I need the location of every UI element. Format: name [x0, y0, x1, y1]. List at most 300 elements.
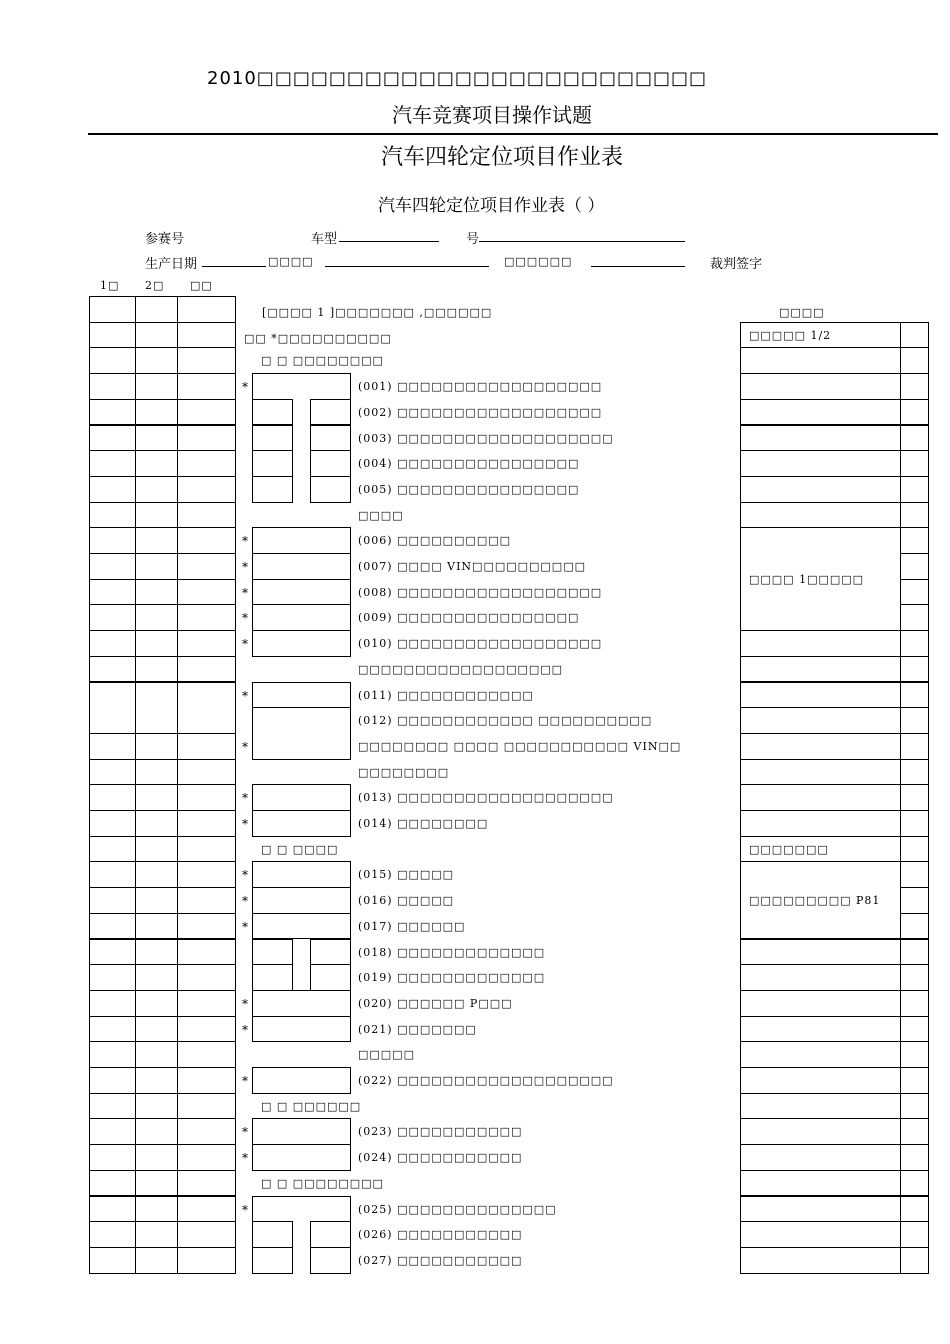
note-check-cell[interactable]: [900, 759, 929, 786]
note-check-cell[interactable]: [900, 733, 929, 760]
item-text: □□□□□□□□□□□□□□□□□□: [358, 662, 564, 676]
score-cell[interactable]: [135, 1170, 178, 1197]
item-text: □□□□□□□□ □□□□ □□□□□□□□□□□ VIN□□: [358, 739, 682, 753]
score-cell[interactable]: [177, 630, 236, 657]
note-check-cell[interactable]: [900, 527, 929, 554]
score-cell[interactable]: [177, 502, 236, 529]
check-box-left[interactable]: [252, 1247, 293, 1274]
check-box-right[interactable]: [310, 939, 351, 966]
score-cell[interactable]: [177, 476, 236, 503]
item-text: (008) □□□□□□□□□□□□□□□□□□: [358, 585, 603, 599]
score-cell[interactable]: [89, 656, 136, 683]
contestant-number-label: 参赛号: [145, 232, 185, 247]
score-cell[interactable]: [177, 604, 236, 631]
note-check-cell[interactable]: [900, 502, 929, 529]
score-cell[interactable]: [135, 887, 178, 914]
note-text: □□□□ 1□□□□□: [749, 572, 865, 586]
score-cell[interactable]: [177, 682, 236, 734]
note-cell[interactable]: [740, 476, 901, 503]
score-cell[interactable]: [89, 887, 136, 914]
score-cell[interactable]: [89, 733, 136, 760]
required-star: *: [242, 637, 248, 652]
split-divider: [292, 1221, 311, 1248]
form-title: 汽车四轮定位项目作业表（ ）: [378, 196, 605, 216]
score-cell[interactable]: [89, 1247, 136, 1274]
item-text: (022) □□□□□□□□□□□□□□□□□□□: [358, 1074, 614, 1087]
car-model-label: 车型: [311, 232, 338, 247]
score-cell[interactable]: [177, 1247, 236, 1274]
note-cell[interactable]: [740, 450, 901, 477]
check-box[interactable]: [252, 810, 351, 837]
score-cell[interactable]: [89, 630, 136, 657]
score-cell[interactable]: [135, 810, 178, 837]
star-note: □□ *□□□□□□□□□□: [244, 332, 392, 345]
item-text: □ □ □□□□: [261, 842, 339, 856]
score-cell[interactable]: [177, 990, 236, 1017]
score-cell[interactable]: [89, 964, 136, 991]
field-b-label: □□□□□□: [504, 255, 573, 268]
score-cell[interactable]: [177, 373, 236, 400]
check-box-right[interactable]: [310, 476, 351, 503]
note-cell[interactable]: [740, 1093, 901, 1120]
note-check-cell[interactable]: [900, 1144, 929, 1171]
score-cell[interactable]: [89, 1118, 136, 1145]
top-note: [□□□□ 1 ]□□□□□□□ ,□□□□□□: [262, 306, 493, 319]
item-text: (016) □□□□□: [358, 894, 455, 908]
check-box-left[interactable]: [252, 450, 293, 477]
item-text: (021) □□□□□□□: [358, 1022, 477, 1036]
check-box-right[interactable]: [310, 1221, 351, 1248]
required-star: *: [242, 1074, 248, 1088]
required-star: *: [242, 380, 248, 395]
document-title: 汽车四轮定位项目作业表: [381, 145, 624, 170]
item-text: (015) □□□□□: [358, 868, 455, 882]
check-box-left[interactable]: [252, 399, 293, 426]
item-text: (027) □□□□□□□□□□□: [358, 1253, 523, 1267]
split-divider: [292, 476, 311, 503]
car-model-field[interactable]: [339, 241, 439, 242]
score-cell[interactable]: [89, 399, 136, 426]
item-text: (026) □□□□□□□□□□□: [358, 1228, 523, 1242]
required-star: *: [242, 817, 248, 831]
col-header-3: □□: [190, 279, 213, 292]
required-star: *: [242, 585, 248, 600]
check-box[interactable]: [252, 579, 351, 606]
note-cell[interactable]: [740, 399, 901, 426]
note-check-cell[interactable]: [900, 1170, 929, 1197]
score-cell[interactable]: [177, 322, 236, 349]
score-cell[interactable]: [89, 1221, 136, 1248]
item-text: (005) □□□□□□□□□□□□□□□□: [358, 482, 580, 496]
item-text: □□□□□: [358, 1048, 415, 1062]
score-cell[interactable]: [135, 1247, 178, 1274]
item-text: (009) □□□□□□□□□□□□□□□□: [358, 611, 580, 625]
score-cell[interactable]: [89, 784, 136, 811]
check-box-right[interactable]: [310, 450, 351, 477]
score-cell[interactable]: [89, 1093, 136, 1120]
score-cell[interactable]: [89, 939, 136, 966]
score-cell[interactable]: [177, 425, 236, 452]
score-cell[interactable]: [135, 733, 178, 760]
score-cell[interactable]: [89, 425, 136, 452]
note-cell[interactable]: [740, 964, 901, 991]
check-box[interactable]: [252, 887, 351, 914]
item-text: □ □ □□□□□□□□: [261, 1176, 384, 1190]
score-cell[interactable]: [177, 964, 236, 991]
score-cell[interactable]: [135, 399, 178, 426]
check-box[interactable]: [252, 1016, 351, 1043]
note-cell[interactable]: [740, 1041, 901, 1068]
note-check-cell[interactable]: [900, 682, 929, 709]
score-cell[interactable]: [135, 1118, 178, 1145]
item-text: □ □ □□□□□□□□: [261, 354, 384, 368]
score-cell[interactable]: [89, 373, 136, 400]
note-cell[interactable]: [740, 1247, 901, 1274]
check-box-right[interactable]: [310, 425, 351, 452]
score-cell[interactable]: [135, 425, 178, 452]
score-cell[interactable]: [177, 784, 236, 811]
score-cell[interactable]: [135, 1016, 178, 1043]
note-cell[interactable]: [740, 1196, 901, 1223]
score-cell[interactable]: [135, 476, 178, 503]
score-cell[interactable]: [89, 476, 136, 503]
note-cell[interactable]: [740, 1016, 901, 1043]
note-check-cell[interactable]: [900, 630, 929, 657]
note-check-cell[interactable]: [900, 1067, 929, 1094]
score-cell[interactable]: [135, 1067, 178, 1094]
required-star: *: [242, 534, 248, 549]
note-cell[interactable]: [740, 630, 901, 657]
item-text: (024) □□□□□□□□□□□: [358, 1151, 523, 1165]
note-check-cell[interactable]: [900, 887, 929, 914]
item-text: (014) □□□□□□□□: [358, 817, 489, 830]
field-a-input[interactable]: [325, 266, 489, 267]
note-check-cell[interactable]: [900, 861, 929, 888]
check-box-left[interactable]: [252, 476, 293, 503]
score-cell[interactable]: [177, 1196, 236, 1223]
check-box-left[interactable]: [252, 1221, 293, 1248]
score-cell[interactable]: [177, 913, 236, 940]
score-cell[interactable]: [177, 1067, 236, 1094]
item-text: (020) □□□□□□ P□□□: [358, 996, 513, 1010]
score-cell[interactable]: [177, 296, 236, 323]
required-star: *: [242, 1151, 248, 1166]
item-text: (004) □□□□□□□□□□□□□□□□: [358, 457, 580, 471]
score-cell[interactable]: [177, 527, 236, 554]
field-b-input[interactable]: [591, 266, 685, 267]
item-text: (003) □□□□□□□□□□□□□□□□□□□: [358, 431, 614, 445]
item-text: (023) □□□□□□□□□□□: [358, 1125, 523, 1139]
required-star: *: [242, 894, 248, 909]
item-text: (018) □□□□□□□□□□□□□: [358, 945, 546, 959]
number-field[interactable]: [479, 241, 685, 242]
note-cell[interactable]: [740, 1221, 901, 1248]
required-star: *: [242, 919, 248, 934]
score-cell[interactable]: [177, 733, 236, 760]
score-cell[interactable]: [135, 913, 178, 940]
note-check-cell[interactable]: [900, 1093, 929, 1120]
item-text: □□□□: [358, 508, 404, 522]
split-divider: [292, 1247, 311, 1274]
note-cell[interactable]: [740, 347, 901, 374]
note-check-cell[interactable]: [900, 1196, 929, 1223]
score-cell[interactable]: [135, 836, 178, 863]
score-cell[interactable]: [135, 990, 178, 1017]
score-cell[interactable]: [89, 527, 136, 554]
item-text: (011) □□□□□□□□□□□□: [358, 688, 534, 702]
score-cell[interactable]: [177, 1221, 236, 1248]
check-box[interactable]: [252, 682, 351, 709]
item-text: (002) □□□□□□□□□□□□□□□□□□: [358, 405, 603, 419]
required-star: *: [242, 996, 248, 1011]
note-check-cell[interactable]: [900, 964, 929, 991]
check-box[interactable]: [252, 527, 351, 554]
subtitle: 汽车竞赛项目操作试题: [392, 103, 592, 127]
note-cell[interactable]: [740, 1118, 901, 1145]
score-cell[interactable]: [135, 784, 178, 811]
judge-signature-label: 裁判签字: [710, 257, 763, 272]
score-cell[interactable]: [89, 322, 136, 349]
note-text: □□□□□□□: [749, 842, 829, 856]
note-check-cell[interactable]: [900, 373, 929, 400]
score-cell[interactable]: [177, 1118, 236, 1145]
score-cell[interactable]: [177, 347, 236, 374]
note-check-cell[interactable]: [900, 707, 929, 734]
item-text: (013) □□□□□□□□□□□□□□□□□□□: [358, 791, 614, 805]
check-box[interactable]: [252, 630, 351, 657]
item-text: (001) □□□□□□□□□□□□□□□□□□: [358, 380, 603, 394]
check-box[interactable]: [252, 553, 351, 580]
note-check-cell[interactable]: [900, 1221, 929, 1248]
note-check-cell[interactable]: [900, 322, 929, 349]
note-cell[interactable]: [740, 656, 901, 683]
score-cell[interactable]: [135, 964, 178, 991]
score-cell[interactable]: [89, 347, 136, 374]
check-box[interactable]: [252, 861, 351, 888]
note-check-cell[interactable]: [900, 1118, 929, 1145]
score-cell[interactable]: [177, 579, 236, 606]
score-cell[interactable]: [177, 810, 236, 837]
score-cell[interactable]: [89, 553, 136, 580]
score-cell[interactable]: [135, 656, 178, 683]
note-check-cell[interactable]: [900, 656, 929, 683]
score-cell[interactable]: [135, 450, 178, 477]
note-cell[interactable]: [740, 733, 901, 760]
check-box-left[interactable]: [252, 964, 293, 991]
header-rule: [88, 133, 938, 135]
score-cell[interactable]: [135, 1041, 178, 1068]
score-cell[interactable]: [135, 373, 178, 400]
score-cell[interactable]: [135, 861, 178, 888]
score-cell[interactable]: [89, 836, 136, 863]
item-text: (012) □□□□□□□□□□□□ □□□□□□□□□□: [358, 714, 653, 728]
score-cell[interactable]: [177, 399, 236, 426]
score-cell[interactable]: [89, 1041, 136, 1068]
check-box-right[interactable]: [310, 399, 351, 426]
score-cell[interactable]: [89, 682, 136, 734]
score-cell[interactable]: [135, 553, 178, 580]
note-cell[interactable]: [740, 990, 901, 1017]
check-box[interactable]: [252, 1144, 351, 1171]
check-box-right[interactable]: [310, 1247, 351, 1274]
required-star: *: [242, 1202, 248, 1217]
note-check-cell[interactable]: [900, 1247, 929, 1274]
score-cell[interactable]: [177, 1016, 236, 1043]
score-cell[interactable]: [89, 604, 136, 631]
check-box[interactable]: [252, 373, 351, 400]
score-cell[interactable]: [89, 759, 136, 786]
score-cell[interactable]: [135, 759, 178, 786]
check-box[interactable]: [252, 1118, 351, 1145]
competition-title: 2010□□□□□□□□□□□□□□□□□□□□□□□□□: [207, 68, 707, 89]
split-divider: [292, 450, 311, 477]
score-cell[interactable]: [177, 553, 236, 580]
item-text: (017) □□□□□□: [358, 919, 466, 933]
note-cell[interactable]: [740, 373, 901, 400]
note-check-cell[interactable]: [900, 1041, 929, 1068]
note-check-cell[interactable]: [900, 836, 929, 863]
score-cell[interactable]: [135, 1196, 178, 1223]
score-cell[interactable]: [89, 990, 136, 1017]
note-check-cell[interactable]: [900, 347, 929, 374]
score-cell[interactable]: [177, 887, 236, 914]
score-cell[interactable]: [135, 1144, 178, 1171]
score-cell[interactable]: [89, 1016, 136, 1043]
item-text: □ □ □□□□□□: [261, 1099, 362, 1113]
score-cell[interactable]: [135, 1221, 178, 1248]
score-cell[interactable]: [135, 630, 178, 657]
required-star: *: [242, 560, 248, 574]
score-cell[interactable]: [177, 1144, 236, 1171]
note-check-cell[interactable]: [900, 990, 929, 1017]
col-header-1: 1□: [100, 279, 120, 292]
score-cell[interactable]: [135, 322, 178, 349]
split-divider: [292, 964, 311, 991]
item-text: □□□□□□□□: [358, 765, 450, 779]
required-star: *: [242, 1125, 248, 1140]
note-check-cell[interactable]: [900, 604, 929, 631]
score-cell[interactable]: [89, 502, 136, 529]
production-date-label: 生产日期: [145, 257, 198, 272]
item-text: (007) □□□□ VIN□□□□□□□□□□: [358, 560, 586, 573]
split-divider: [292, 425, 311, 452]
required-star: *: [242, 739, 248, 754]
note-check-cell[interactable]: [900, 939, 929, 966]
note-cell[interactable]: [740, 1067, 901, 1094]
check-box[interactable]: [252, 913, 351, 940]
required-star: *: [242, 1022, 248, 1037]
split-divider: [292, 939, 311, 966]
score-cell[interactable]: [177, 450, 236, 477]
note-check-cell[interactable]: [900, 450, 929, 477]
score-cell[interactable]: [135, 604, 178, 631]
score-cell[interactable]: [89, 1144, 136, 1171]
score-cell[interactable]: [89, 296, 136, 323]
right-column-header: □□□□: [779, 306, 825, 319]
score-cell[interactable]: [135, 682, 178, 734]
required-star: *: [242, 868, 248, 883]
note-cell[interactable]: [740, 1170, 901, 1197]
score-cell[interactable]: [89, 810, 136, 837]
item-text: (006) □□□□□□□□□□: [358, 534, 512, 548]
score-cell[interactable]: [177, 1170, 236, 1197]
item-text: (019) □□□□□□□□□□□□□: [358, 971, 546, 985]
check-box-left[interactable]: [252, 939, 293, 966]
score-cell[interactable]: [89, 1170, 136, 1197]
note-check-cell[interactable]: [900, 810, 929, 837]
score-cell[interactable]: [135, 296, 178, 323]
check-box[interactable]: [252, 707, 351, 759]
note-cell[interactable]: [740, 707, 901, 734]
note-check-cell[interactable]: [900, 399, 929, 426]
note-cell[interactable]: [740, 784, 901, 811]
score-cell[interactable]: [177, 939, 236, 966]
check-box[interactable]: [252, 1196, 351, 1223]
note-cell[interactable]: [740, 1144, 901, 1171]
score-cell[interactable]: [135, 527, 178, 554]
score-cell[interactable]: [135, 579, 178, 606]
note-check-cell[interactable]: [900, 553, 929, 580]
production-date-field[interactable]: [202, 266, 266, 267]
check-box[interactable]: [252, 604, 351, 631]
note-check-cell[interactable]: [900, 913, 929, 940]
note-cell[interactable]: [740, 939, 901, 966]
number-label: 号: [466, 232, 480, 247]
score-cell[interactable]: [177, 861, 236, 888]
check-box[interactable]: [252, 990, 351, 1017]
note-text: □□□□□ 1/2: [749, 328, 832, 342]
score-cell[interactable]: [177, 1093, 236, 1120]
note-text: □□□□□□□□□ P81: [749, 894, 881, 908]
col-header-2: 2□: [145, 279, 165, 292]
note-cell[interactable]: [740, 682, 901, 709]
score-cell[interactable]: [89, 1196, 136, 1223]
field-a-label: □□□□: [268, 255, 314, 268]
required-star: *: [242, 611, 248, 626]
score-cell[interactable]: [89, 913, 136, 940]
check-box-right[interactable]: [310, 964, 351, 991]
check-box[interactable]: [252, 784, 351, 811]
score-cell[interactable]: [135, 502, 178, 529]
split-divider: [292, 399, 311, 426]
note-cell[interactable]: [740, 502, 901, 529]
check-box-left[interactable]: [252, 425, 293, 452]
score-cell[interactable]: [177, 836, 236, 863]
note-check-cell[interactable]: [900, 784, 929, 811]
score-cell[interactable]: [177, 656, 236, 683]
score-cell[interactable]: [89, 1067, 136, 1094]
note-check-cell[interactable]: [900, 579, 929, 606]
score-cell[interactable]: [135, 1093, 178, 1120]
score-cell[interactable]: [89, 579, 136, 606]
note-check-cell[interactable]: [900, 476, 929, 503]
note-cell[interactable]: [740, 759, 901, 786]
score-cell[interactable]: [89, 450, 136, 477]
note-check-cell[interactable]: [900, 1016, 929, 1043]
required-star: *: [242, 791, 248, 806]
score-cell[interactable]: [135, 347, 178, 374]
required-star: *: [242, 688, 248, 703]
check-box[interactable]: [252, 1067, 351, 1094]
item-text: (010) □□□□□□□□□□□□□□□□□□: [358, 637, 603, 651]
note-cell[interactable]: [740, 425, 901, 452]
score-cell[interactable]: [177, 1041, 236, 1068]
note-check-cell[interactable]: [900, 425, 929, 452]
score-cell[interactable]: [177, 759, 236, 786]
note-cell[interactable]: [740, 810, 901, 837]
score-cell[interactable]: [135, 939, 178, 966]
score-cell[interactable]: [89, 861, 136, 888]
